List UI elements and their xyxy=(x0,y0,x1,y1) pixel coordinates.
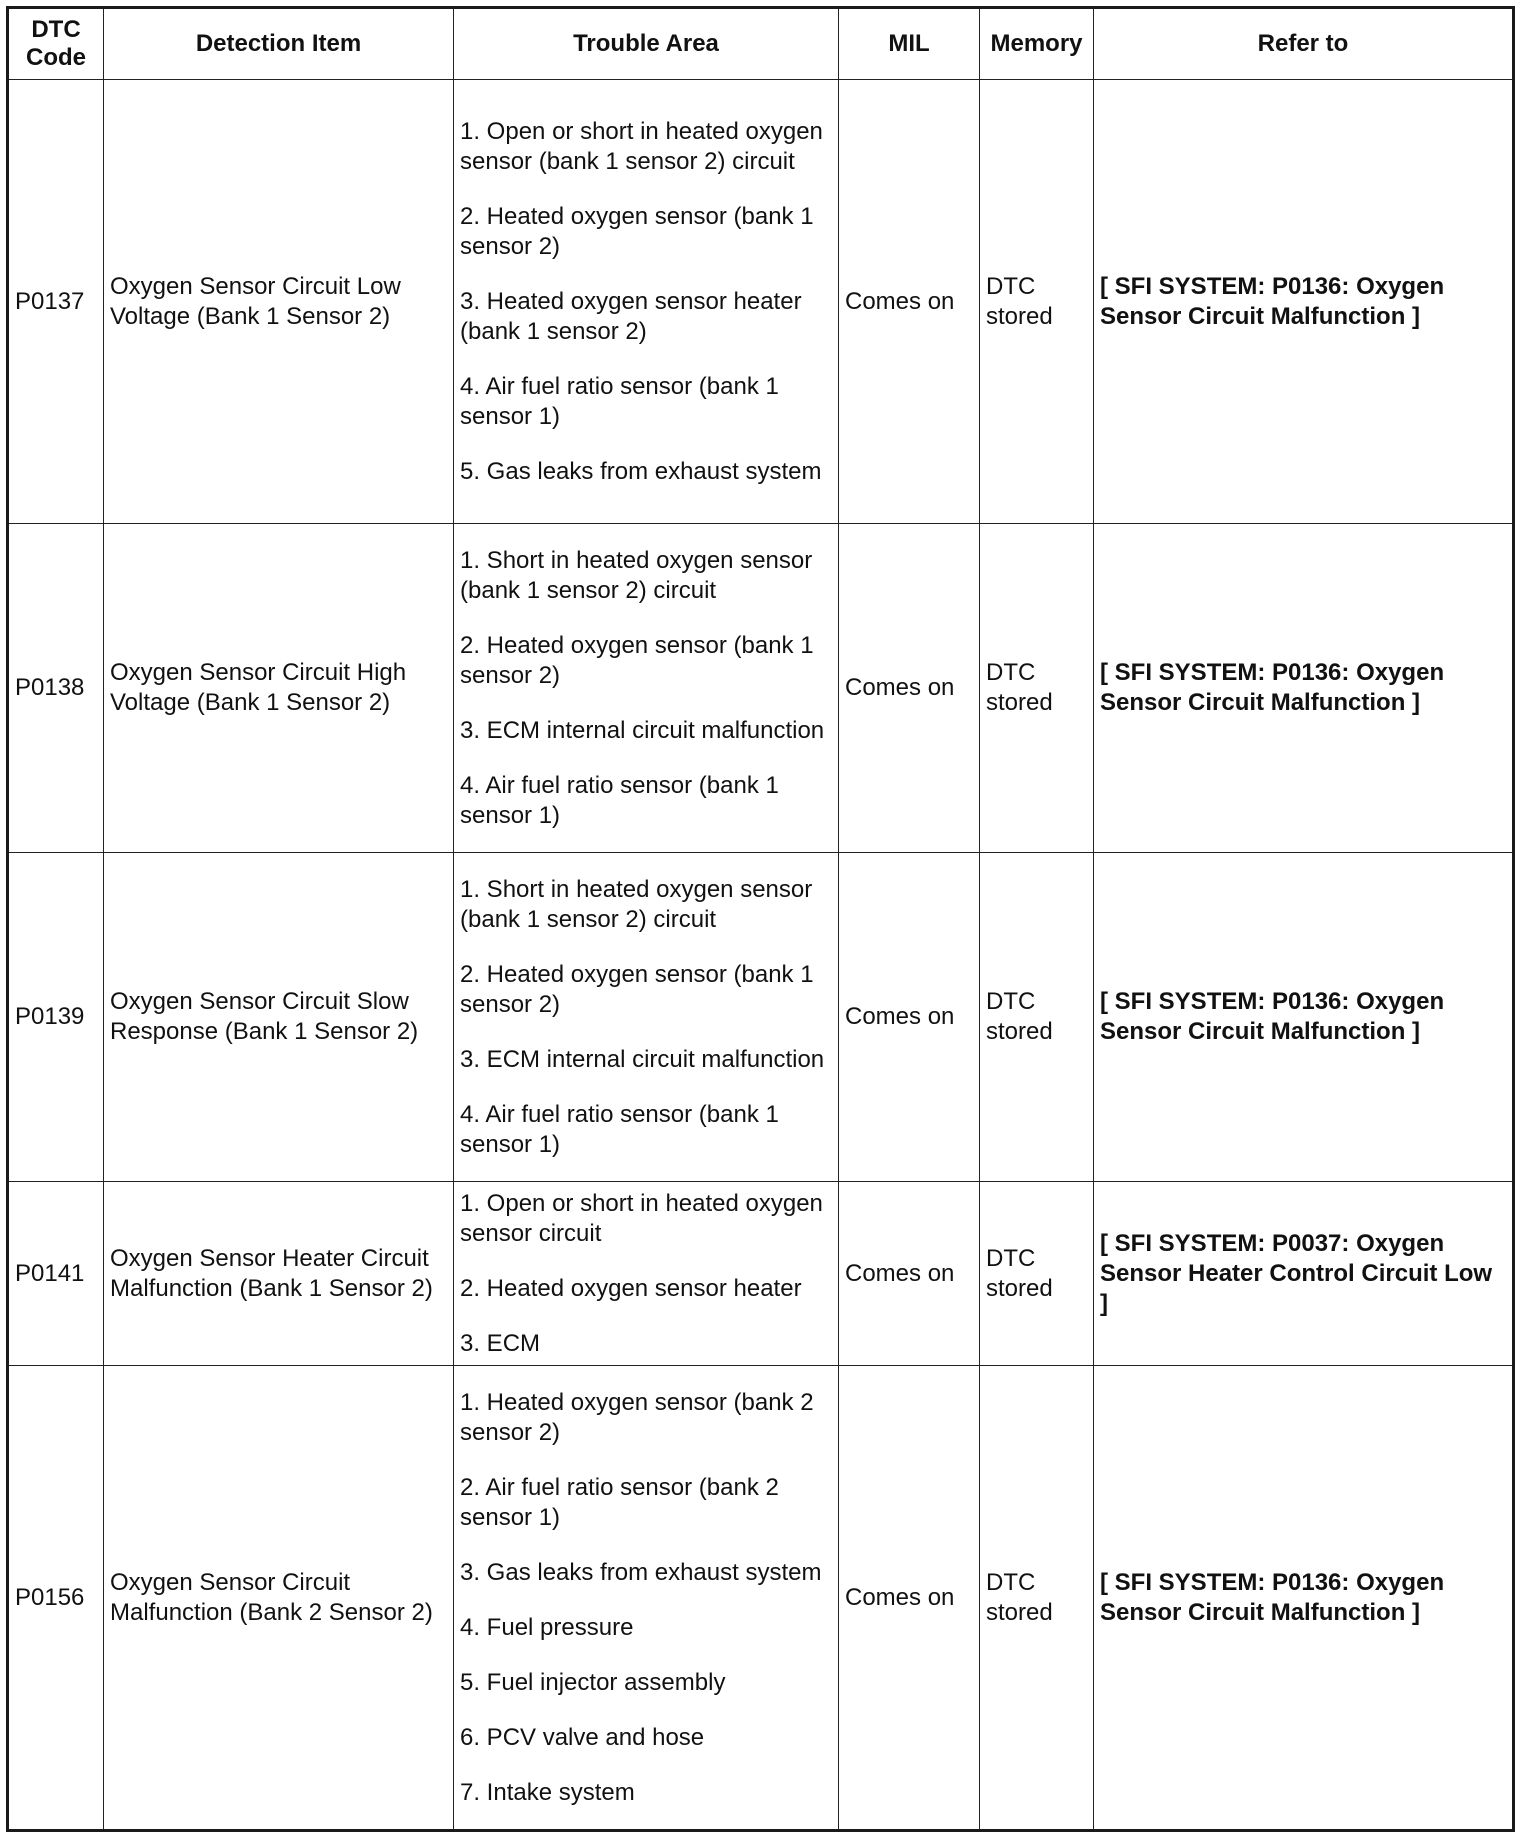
memory-cell: DTC stored xyxy=(980,524,1094,853)
trouble-area-item: 7. Intake system xyxy=(460,1778,635,1806)
trouble-area-item: 1. Open or short in heated oxygen sensor circuit xyxy=(460,1189,823,1247)
dtc-code-cell: P0139 xyxy=(8,853,104,1182)
trouble-area-item: 1. Heated oxygen sensor (bank 2 sensor 2) xyxy=(460,1388,814,1446)
trouble-area-list xyxy=(460,1388,832,1808)
trouble-area-list xyxy=(460,875,832,1160)
header-detection-item: Detection Item xyxy=(104,8,454,80)
detection-item-cell: Oxygen Sensor Circuit Slow Response (Bank 1 Sensor 2) xyxy=(104,853,454,1182)
trouble-area-item: 3. Gas leaks from exhaust system xyxy=(460,1558,822,1586)
mil-cell: Comes on xyxy=(839,80,980,524)
dtc-code-cell: P0138 xyxy=(8,524,104,853)
header-mil: MIL xyxy=(839,8,980,80)
trouble-area-item: 4. Air fuel ratio sensor (bank 1 sensor 1) xyxy=(460,372,779,430)
table-row xyxy=(8,1182,1514,1366)
header-row xyxy=(8,8,1514,80)
trouble-area-list xyxy=(460,1189,832,1359)
table-header xyxy=(8,8,1514,80)
trouble-area-item: 5. Fuel injector assembly xyxy=(460,1668,726,1696)
header-dtc-code-line2: Code xyxy=(26,44,86,71)
trouble-area-item: 1. Short in heated oxygen sensor (bank 1 sensor 2) circuit xyxy=(460,875,813,933)
trouble-area-item: 2. Air fuel ratio sensor (bank 2 sensor 1) xyxy=(460,1473,779,1531)
trouble-area-item: 1. Open or short in heated oxygen sensor (bank 1 sensor 2) circuit xyxy=(460,117,823,175)
trouble-area-item: 2. Heated oxygen sensor (bank 1 sensor 2) xyxy=(460,631,814,689)
trouble-area-item: 3. ECM internal circuit malfunction xyxy=(460,1045,825,1073)
trouble-area-item: 2. Heated oxygen sensor (bank 1 sensor 2) xyxy=(460,202,814,260)
memory-cell: DTC stored xyxy=(980,853,1094,1182)
mil-cell: Comes on xyxy=(839,1366,980,1831)
refer-to-link[interactable]: [ SFI SYSTEM: P0136: Oxygen Sensor Circuit Malfunction ] xyxy=(1094,80,1514,524)
table-row xyxy=(8,853,1514,1182)
mil-cell: Comes on xyxy=(839,853,980,1182)
trouble-area-item: 4. Air fuel ratio sensor (bank 1 sensor 1) xyxy=(460,1100,779,1158)
trouble-area-item: 2. Heated oxygen sensor (bank 1 sensor 2) xyxy=(460,960,814,1018)
dtc-table xyxy=(6,6,1515,1832)
detection-item-cell: Oxygen Sensor Circuit Low Voltage (Bank 1 Sensor 2) xyxy=(104,80,454,524)
memory-cell: DTC stored xyxy=(980,80,1094,524)
trouble-area-item: 3. Heated oxygen sensor heater (bank 1 sensor 2) xyxy=(460,287,802,345)
detection-item-cell: Oxygen Sensor Heater Circuit Malfunction (Bank 1 Sensor 2) xyxy=(104,1182,454,1366)
trouble-area-item: 6. PCV valve and hose xyxy=(460,1723,705,1751)
refer-to-link[interactable]: [ SFI SYSTEM: P0136: Oxygen Sensor Circuit Malfunction ] xyxy=(1094,1366,1514,1831)
header-memory: Memory xyxy=(980,8,1094,80)
trouble-area-cell xyxy=(454,524,839,853)
table-row xyxy=(8,80,1514,524)
dtc-code-cell: P0137 xyxy=(8,80,104,524)
trouble-area-cell xyxy=(454,80,839,524)
detection-item-cell: Oxygen Sensor Circuit High Voltage (Bank 1 Sensor 2) xyxy=(104,524,454,853)
trouble-area-item: 2. Heated oxygen sensor heater xyxy=(460,1274,802,1302)
trouble-area-list xyxy=(460,117,832,487)
header-dtc-code-line1: DTC xyxy=(31,16,81,43)
detection-item-cell: Oxygen Sensor Circuit Malfunction (Bank 2 Sensor 2) xyxy=(104,1366,454,1831)
trouble-area-item: 3. ECM xyxy=(460,1329,541,1357)
dtc-code-cell: P0156 xyxy=(8,1366,104,1831)
mil-cell: Comes on xyxy=(839,524,980,853)
trouble-area-item: 1. Short in heated oxygen sensor (bank 1 sensor 2) circuit xyxy=(460,546,813,604)
header-refer-to: Refer to xyxy=(1094,8,1514,80)
trouble-area-cell xyxy=(454,1182,839,1366)
table-row xyxy=(8,1366,1514,1831)
memory-cell: DTC stored xyxy=(980,1366,1094,1831)
mil-cell: Comes on xyxy=(839,1182,980,1366)
trouble-area-cell xyxy=(454,1366,839,1831)
refer-to-link[interactable]: [ SFI SYSTEM: P0037: Oxygen Sensor Heater Control Circuit Low ] xyxy=(1094,1182,1514,1366)
dtc-code-cell: P0141 xyxy=(8,1182,104,1366)
trouble-area-cell xyxy=(454,853,839,1182)
header-trouble-area: Trouble Area xyxy=(454,8,839,80)
header-dtc-code xyxy=(8,8,104,80)
table-body xyxy=(8,80,1514,1831)
trouble-area-list xyxy=(460,546,832,831)
trouble-area-item: 4. Fuel pressure xyxy=(460,1613,634,1641)
refer-to-link[interactable]: [ SFI SYSTEM: P0136: Oxygen Sensor Circuit Malfunction ] xyxy=(1094,853,1514,1182)
trouble-area-item: 5. Gas leaks from exhaust system xyxy=(460,457,822,485)
trouble-area-item: 3. ECM internal circuit malfunction xyxy=(460,716,825,744)
refer-to-link[interactable]: [ SFI SYSTEM: P0136: Oxygen Sensor Circuit Malfunction ] xyxy=(1094,524,1514,853)
trouble-area-item: 4. Air fuel ratio sensor (bank 1 sensor 1) xyxy=(460,771,779,829)
memory-cell: DTC stored xyxy=(980,1182,1094,1366)
table-row xyxy=(8,524,1514,853)
